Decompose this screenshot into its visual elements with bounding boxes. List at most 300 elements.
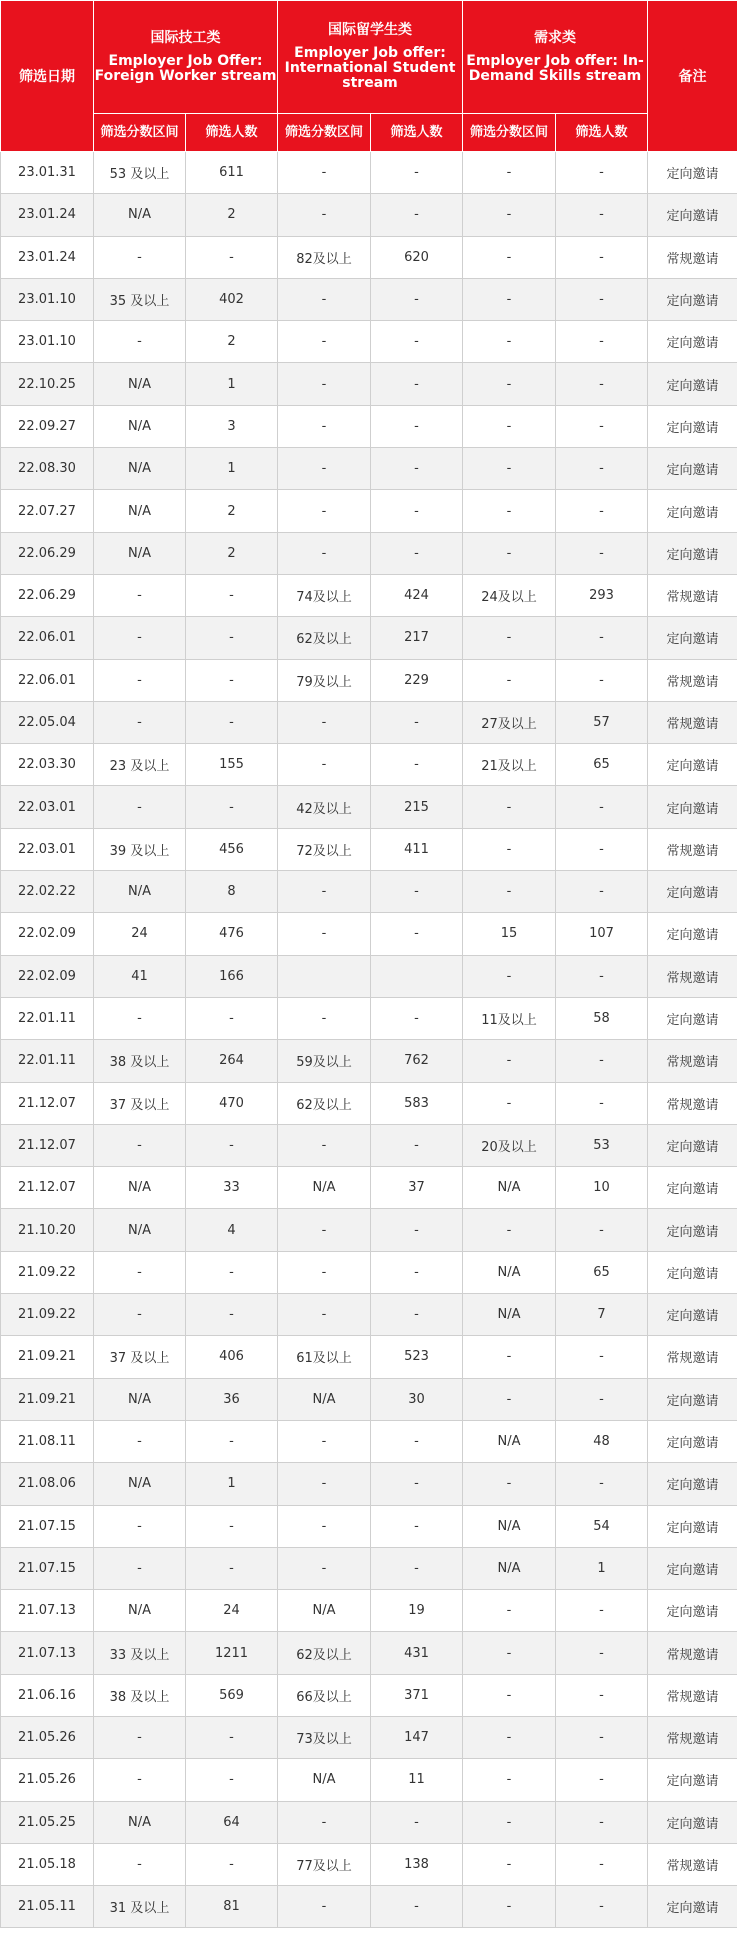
draw-type-cell: 定向邀请 [648,786,737,828]
foreign-worker-score-cell: 24 [94,913,186,955]
table-row [1,617,737,659]
in-demand-score-cell: - [463,1632,556,1674]
in-demand-count-cell: 48 [556,1420,648,1462]
group-title-en: Employer Job Offer: Foreign Worker stream [94,52,277,84]
student-count-cell: - [371,1251,463,1293]
foreign-worker-score-cell: N/A [94,363,186,405]
invite-count-header: 筛选人数 [186,114,278,152]
foreign-worker-count-cell: 2 [186,532,278,574]
table-body [1,152,737,1928]
draw-date-cell: 22.01.11 [1,997,94,1039]
table-row [1,574,737,616]
student-score-cell: 72及以上 [278,828,371,870]
draw-type-cell: 常规邀请 [648,1716,737,1758]
foreign-worker-count-cell: - [186,574,278,616]
student-count-cell: - [371,1420,463,1462]
in-demand-score-cell: N/A [463,1505,556,1547]
in-demand-score-cell: - [463,448,556,490]
foreign-worker-score-cell: - [94,617,186,659]
student-score-cell: - [278,405,371,447]
in-demand-score-cell: N/A [463,1294,556,1336]
student-count-cell [371,955,463,997]
foreign-worker-count-cell: - [186,1124,278,1166]
in-demand-score-cell: - [463,786,556,828]
international-student-group-header [278,1,463,114]
draw-type-cell: 常规邀请 [648,828,737,870]
draw-type-cell: 定向邀请 [648,1590,737,1632]
in-demand-count-cell: 10 [556,1167,648,1209]
in-demand-count-cell: 58 [556,997,648,1039]
in-demand-count-cell: 7 [556,1294,648,1336]
table-row [1,1801,737,1843]
table-row [1,278,737,320]
foreign-worker-count-cell: - [186,659,278,701]
draw-type-cell: 定向邀请 [648,1294,737,1336]
foreign-worker-score-cell: N/A [94,405,186,447]
table-row [1,1420,737,1462]
foreign-worker-score-cell: N/A [94,1209,186,1251]
in-demand-count-cell: 1 [556,1547,648,1589]
group-title-en: Employer Job offer: In-Demand Skills stream [466,52,644,84]
foreign-worker-count-cell: 33 [186,1167,278,1209]
student-count-cell: 19 [371,1590,463,1632]
foreign-worker-score-cell: - [94,701,186,743]
foreign-worker-count-cell: - [186,236,278,278]
in-demand-count-cell: - [556,321,648,363]
draw-date-cell: 22.03.01 [1,786,94,828]
in-demand-score-cell: 20及以上 [463,1124,556,1166]
foreign-worker-count-cell: 1 [186,448,278,490]
in-demand-count-cell: - [556,1378,648,1420]
in-demand-count-cell: - [556,786,648,828]
score-range-header: 筛选分数区间 [463,114,556,152]
in-demand-count-cell: - [556,1632,648,1674]
group-title-zh: 需求类 [534,29,577,46]
draw-date-cell: 22.02.09 [1,913,94,955]
table-row [1,786,737,828]
foreign-worker-score-cell: N/A [94,490,186,532]
student-count-cell: - [371,997,463,1039]
draw-type-cell: 定向邀请 [648,1124,737,1166]
in-demand-count-cell: - [556,1336,648,1378]
in-demand-score-cell: N/A [463,1547,556,1589]
foreign-worker-score-cell: - [94,1294,186,1336]
foreign-worker-score-cell: N/A [94,448,186,490]
invite-count-header: 筛选人数 [371,114,463,152]
draw-date-cell: 22.07.27 [1,490,94,532]
in-demand-score-cell: - [463,659,556,701]
table-row [1,1082,737,1124]
foreign-worker-count-cell: 81 [186,1886,278,1928]
in-demand-count-cell: - [556,448,648,490]
student-score-cell: 74及以上 [278,574,371,616]
table-row [1,997,737,1039]
foreign-worker-count-cell: - [186,617,278,659]
foreign-worker-score-cell: - [94,1843,186,1885]
table-row [1,1167,737,1209]
student-count-cell: - [371,321,463,363]
in-demand-count-cell: - [556,278,648,320]
draw-type-cell: 常规邀请 [648,1674,737,1716]
table-row [1,1674,737,1716]
draw-type-cell: 定向邀请 [648,490,737,532]
in-demand-score-cell: - [463,194,556,236]
foreign-worker-score-cell: N/A [94,532,186,574]
table-row [1,1759,737,1801]
draw-type-cell: 常规邀请 [648,1336,737,1378]
student-count-cell: - [371,1505,463,1547]
in-demand-score-cell: - [463,152,556,194]
table-row [1,490,737,532]
draw-date-cell: 21.12.07 [1,1082,94,1124]
student-score-cell: - [278,363,371,405]
student-count-cell: 37 [371,1167,463,1209]
foreign-worker-score-cell: 41 [94,955,186,997]
in-demand-count-cell: - [556,405,648,447]
in-demand-count-cell: - [556,1463,648,1505]
student-score-cell: - [278,1463,371,1505]
draw-date-cell: 22.09.27 [1,405,94,447]
foreign-worker-score-cell: - [94,1547,186,1589]
foreign-worker-score-cell: 37 及以上 [94,1082,186,1124]
table-row [1,321,737,363]
draw-date-cell: 23.01.10 [1,278,94,320]
foreign-worker-count-cell: 1211 [186,1632,278,1674]
draw-date-cell: 22.08.30 [1,448,94,490]
score-range-header: 筛选分数区间 [94,114,186,152]
table-row [1,1716,737,1758]
in-demand-count-cell: - [556,871,648,913]
foreign-worker-score-cell: - [94,1716,186,1758]
student-count-cell: - [371,1547,463,1589]
table-row [1,532,737,574]
table-row [1,913,737,955]
in-demand-count-cell: - [556,1843,648,1885]
student-score-cell [278,955,371,997]
in-demand-count-cell: - [556,955,648,997]
in-demand-count-cell: - [556,1674,648,1716]
foreign-worker-count-cell: - [186,1547,278,1589]
draw-type-cell: 定向邀请 [648,1251,737,1293]
in-demand-count-cell: - [556,617,648,659]
in-demand-score-cell: N/A [463,1167,556,1209]
student-score-cell: - [278,1505,371,1547]
draw-type-cell: 定向邀请 [648,913,737,955]
student-count-cell: 11 [371,1759,463,1801]
draw-type-cell: 定向邀请 [648,617,737,659]
draw-type-cell: 定向邀请 [648,152,737,194]
student-score-cell: - [278,321,371,363]
student-score-cell: N/A [278,1590,371,1632]
foreign-worker-count-cell: 4 [186,1209,278,1251]
student-count-cell: - [371,363,463,405]
draw-date-cell: 21.07.13 [1,1632,94,1674]
in-demand-count-cell: - [556,1759,648,1801]
draw-type-cell: 常规邀请 [648,1082,737,1124]
student-score-cell: - [278,532,371,574]
foreign-worker-count-cell: 569 [186,1674,278,1716]
draw-type-cell: 定向邀请 [648,1420,737,1462]
student-score-cell: 62及以上 [278,1632,371,1674]
foreign-worker-score-cell: N/A [94,1801,186,1843]
foreign-worker-count-cell: 8 [186,871,278,913]
foreign-worker-score-cell: N/A [94,1167,186,1209]
in-demand-score-cell: - [463,1463,556,1505]
table-row [1,955,737,997]
draw-date-cell: 21.09.22 [1,1251,94,1293]
foreign-worker-count-cell: 611 [186,152,278,194]
in-demand-count-cell: - [556,1716,648,1758]
draw-type-cell: 定向邀请 [648,321,737,363]
foreign-worker-count-cell: 402 [186,278,278,320]
in-demand-score-cell: - [463,1801,556,1843]
draw-type-cell: 定向邀请 [648,448,737,490]
in-demand-count-cell: - [556,1801,648,1843]
draw-type-cell: 常规邀请 [648,701,737,743]
foreign-worker-score-cell: - [94,574,186,616]
draw-date-cell: 23.01.24 [1,194,94,236]
student-count-cell: - [371,871,463,913]
foreign-worker-score-cell: N/A [94,194,186,236]
draw-type-cell: 定向邀请 [648,194,737,236]
draw-type-cell: 常规邀请 [648,1632,737,1674]
student-score-cell: - [278,448,371,490]
draw-date-cell: 22.06.01 [1,659,94,701]
in-demand-count-cell: - [556,363,648,405]
draw-type-cell: 定向邀请 [648,1167,737,1209]
student-count-cell: 620 [371,236,463,278]
student-count-cell: 523 [371,1336,463,1378]
student-score-cell: N/A [278,1167,371,1209]
in-demand-score-cell: - [463,532,556,574]
draw-date-cell: 21.07.15 [1,1547,94,1589]
in-demand-score-cell: - [463,405,556,447]
in-demand-score-cell: - [463,321,556,363]
in-demand-score-cell: - [463,955,556,997]
in-demand-score-cell: - [463,1040,556,1082]
table-row [1,1463,737,1505]
draw-type-cell: 定向邀请 [648,1209,737,1251]
in-demand-count-cell: - [556,1590,648,1632]
draw-date-cell: 22.02.22 [1,871,94,913]
student-count-cell: - [371,194,463,236]
student-score-cell: - [278,1420,371,1462]
draw-type-cell: 定向邀请 [648,1801,737,1843]
student-count-cell: - [371,1294,463,1336]
draw-type-cell: 定向邀请 [648,1463,737,1505]
student-score-cell: 82及以上 [278,236,371,278]
in-demand-score-cell: - [463,1674,556,1716]
table-row [1,236,737,278]
student-score-cell: 42及以上 [278,786,371,828]
in-demand-group-header [463,1,648,114]
student-score-cell: N/A [278,1378,371,1420]
student-count-cell: 215 [371,786,463,828]
table-row [1,1378,737,1420]
table-row [1,1632,737,1674]
student-score-cell: - [278,1886,371,1928]
table-row [1,1843,737,1885]
table-row [1,405,737,447]
in-demand-score-cell: 15 [463,913,556,955]
table-row [1,828,737,870]
draw-date-cell: 21.05.25 [1,1801,94,1843]
table-row [1,701,737,743]
student-score-cell: - [278,1801,371,1843]
date-column-header: 筛选日期 [1,1,94,152]
foreign-worker-score-cell: N/A [94,1590,186,1632]
student-score-cell: - [278,744,371,786]
table-row [1,152,737,194]
foreign-worker-score-cell: - [94,1759,186,1801]
draw-type-cell: 常规邀请 [648,955,737,997]
table-row [1,1547,737,1589]
draw-type-cell: 定向邀请 [648,363,737,405]
table-row [1,1336,737,1378]
foreign-worker-count-cell: - [186,1251,278,1293]
student-count-cell: - [371,701,463,743]
in-demand-score-cell: - [463,1336,556,1378]
draw-type-cell: 定向邀请 [648,1378,737,1420]
draw-type-cell: 定向邀请 [648,1547,737,1589]
student-count-cell: - [371,490,463,532]
in-demand-count-cell: 54 [556,1505,648,1547]
foreign-worker-count-cell: - [186,786,278,828]
table-row [1,194,737,236]
group-title-en: Employer Job offer: International Student stream [284,45,456,91]
foreign-worker-score-cell: - [94,659,186,701]
foreign-worker-score-cell: N/A [94,1378,186,1420]
student-count-cell: 424 [371,574,463,616]
draw-type-cell: 定向邀请 [648,744,737,786]
student-count-cell: 30 [371,1378,463,1420]
in-demand-count-cell: 293 [556,574,648,616]
in-demand-score-cell: - [463,1759,556,1801]
header-row-groups [1,1,737,114]
foreign-worker-count-cell: 456 [186,828,278,870]
student-count-cell: - [371,1801,463,1843]
foreign-worker-count-cell: - [186,1716,278,1758]
student-score-cell: - [278,997,371,1039]
draw-type-cell: 定向邀请 [648,871,737,913]
student-score-cell: 61及以上 [278,1336,371,1378]
draw-date-cell: 22.06.29 [1,532,94,574]
table-row [1,1251,737,1293]
draw-date-cell: 21.05.26 [1,1716,94,1758]
foreign-worker-score-cell: 33 及以上 [94,1632,186,1674]
in-demand-count-cell: - [556,1040,648,1082]
student-count-cell: - [371,744,463,786]
draw-type-cell: 常规邀请 [648,574,737,616]
student-count-cell: 762 [371,1040,463,1082]
foreign-worker-count-cell: - [186,1294,278,1336]
table-header [1,1,737,152]
foreign-worker-count-cell: 2 [186,490,278,532]
draw-type-cell: 常规邀请 [648,236,737,278]
foreign-worker-score-cell: - [94,1251,186,1293]
in-demand-score-cell: - [463,1886,556,1928]
in-demand-score-cell: - [463,490,556,532]
draw-date-cell: 21.07.13 [1,1590,94,1632]
foreign-worker-count-cell: 406 [186,1336,278,1378]
draw-type-cell: 定向邀请 [648,1505,737,1547]
table-row [1,1209,737,1251]
student-score-cell: - [278,1547,371,1589]
draw-type-cell: 常规邀请 [648,1843,737,1885]
in-demand-score-cell: - [463,1843,556,1885]
student-score-cell: 79及以上 [278,659,371,701]
student-score-cell: 62及以上 [278,1082,371,1124]
in-demand-score-cell: - [463,1590,556,1632]
foreign-worker-score-cell: - [94,997,186,1039]
student-count-cell: 411 [371,828,463,870]
table-row [1,659,737,701]
foreign-worker-count-cell: 2 [186,321,278,363]
in-demand-score-cell: - [463,1082,556,1124]
student-count-cell: - [371,1124,463,1166]
draw-date-cell: 21.09.21 [1,1336,94,1378]
foreign-worker-count-cell: - [186,997,278,1039]
in-demand-count-cell: - [556,194,648,236]
draw-date-cell: 21.06.16 [1,1674,94,1716]
draw-date-cell: 22.06.01 [1,617,94,659]
draw-date-cell: 21.05.18 [1,1843,94,1885]
in-demand-score-cell: - [463,363,556,405]
foreign-worker-score-cell: 35 及以上 [94,278,186,320]
draw-date-cell: 21.10.20 [1,1209,94,1251]
student-count-cell: - [371,1463,463,1505]
draw-date-cell: 23.01.31 [1,152,94,194]
draw-date-cell: 22.05.04 [1,701,94,743]
foreign-worker-score-cell: - [94,1420,186,1462]
student-score-cell: 59及以上 [278,1040,371,1082]
draw-type-cell: 定向邀请 [648,1886,737,1928]
draw-type-cell: 定向邀请 [648,405,737,447]
foreign-worker-score-cell: 38 及以上 [94,1674,186,1716]
foreign-worker-score-cell: - [94,1124,186,1166]
foreign-worker-score-cell: - [94,236,186,278]
student-score-cell: - [278,871,371,913]
draw-date-cell: 22.02.09 [1,955,94,997]
in-demand-score-cell: - [463,1716,556,1758]
student-score-cell: - [278,152,371,194]
draw-date-cell: 23.01.24 [1,236,94,278]
in-demand-score-cell: 27及以上 [463,701,556,743]
student-count-cell: 217 [371,617,463,659]
foreign-worker-score-cell: 39 及以上 [94,828,186,870]
student-score-cell: 77及以上 [278,1843,371,1885]
in-demand-score-cell: - [463,1378,556,1420]
in-demand-score-cell: N/A [463,1420,556,1462]
student-score-cell: 66及以上 [278,1674,371,1716]
student-count-cell: - [371,913,463,955]
in-demand-count-cell: - [556,1886,648,1928]
header-row-sub [1,114,737,152]
draw-date-cell: 21.09.21 [1,1378,94,1420]
in-demand-score-cell: N/A [463,1251,556,1293]
draw-date-cell: 22.01.11 [1,1040,94,1082]
in-demand-count-cell: - [556,828,648,870]
in-demand-count-cell: - [556,1082,648,1124]
foreign-worker-score-cell: 53 及以上 [94,152,186,194]
student-count-cell: - [371,1209,463,1251]
foreign-worker-count-cell: 166 [186,955,278,997]
draw-date-cell: 21.09.22 [1,1294,94,1336]
draw-type-cell: 定向邀请 [648,1759,737,1801]
draw-type-cell: 定向邀请 [648,278,737,320]
draw-date-cell: 22.06.29 [1,574,94,616]
table-row [1,1294,737,1336]
